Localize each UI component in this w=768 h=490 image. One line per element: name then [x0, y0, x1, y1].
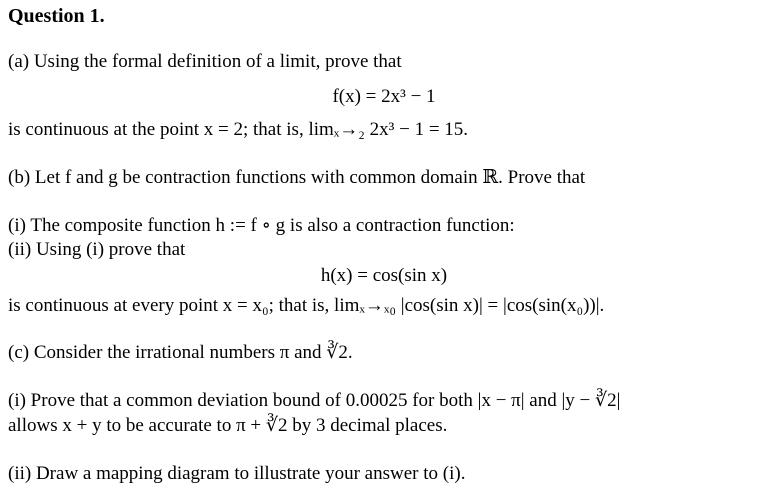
part-b-intro: (b) Let f and g be contraction functions with common domain ℝ. Prove that — [8, 167, 586, 188]
part-a-conclusion: is continuous at the point x = 2; that is, limₓ→₂ 2x³ − 1 = 15. — [8, 119, 469, 140]
part-a-intro: (a) Using the formal definition of a limit, prove that — [8, 51, 402, 72]
part-c-item-i-line2: allows x + y to be accurate to π + ∛2 by 3 decimal places. — [8, 415, 448, 436]
part-b-item-ii: (ii) Using (i) prove that — [8, 239, 186, 260]
question-title: Question 1. — [8, 5, 105, 27]
part-c-item-ii: (ii) Draw a mapping diagram to illustrate your answer to (i). — [8, 463, 466, 484]
part-b-equation: h(x) = cos(sin x) — [320, 265, 448, 286]
part-b-item-i: (i) The composite function h := f ∘ g is also a contraction function: — [8, 215, 515, 236]
part-b-conclusion: is continuous at every point x = x₀; that is, limₓ→ₓ₀ |cos(sin x)| = |cos(sin(x₀))|. — [8, 295, 605, 316]
part-c-item-i-line1: (i) Prove that a common deviation bound of 0.00025 for both |x − π| and |y − ∛2| — [8, 390, 621, 411]
part-a-equation: f(x) = 2x³ − 1 — [332, 86, 436, 107]
part-c-intro: (c) Consider the irrational numbers π and ∛2. — [8, 342, 353, 363]
